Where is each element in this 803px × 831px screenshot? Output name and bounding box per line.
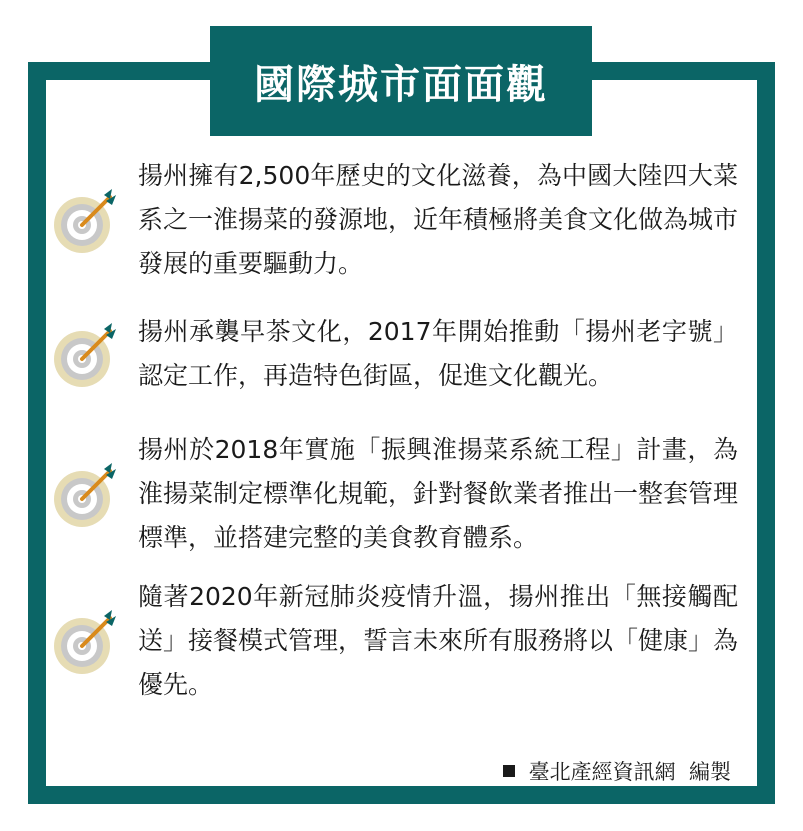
title-banner — [210, 26, 592, 136]
item-text: 揚州承襲早茶文化，2017年開始推動「揚州老字號」認定工作，再造特色街區，促進文化觀光。 — [138, 317, 738, 390]
item-text: 隨著2020年新冠肺炎疫情升溫，揚州推出「無接觸配送」接餐模式管理，誓言未來所有服務將以「健康」為優先。 — [138, 582, 739, 699]
target-arrow-icon — [52, 319, 122, 389]
list-item — [52, 575, 742, 707]
credit-line — [503, 756, 731, 786]
item-text: 揚州於2018年實施「振興淮揚菜系統工程」計畫，為淮揚菜制定標準化規範，針對餐飲業者推出一整套管理標準，並搭建完整的美食教育體系。 — [138, 435, 739, 552]
square-bullet-icon — [503, 765, 515, 777]
target-arrow-icon — [52, 606, 122, 676]
list-item — [52, 310, 742, 398]
list-item — [52, 428, 742, 560]
credit-text: 臺北產經資訊網 編製 — [528, 760, 731, 784]
page-title: 國際城市面面觀 — [254, 61, 548, 108]
list-item — [52, 154, 742, 286]
target-arrow-icon — [52, 185, 122, 255]
target-arrow-icon — [52, 459, 122, 529]
item-text: 揚州擁有2,500年歷史的文化滋養，為中國大陸四大菜系之一淮揚菜的發源地，近年積極將美食文化做為城市發展的重要驅動力。 — [138, 161, 739, 278]
